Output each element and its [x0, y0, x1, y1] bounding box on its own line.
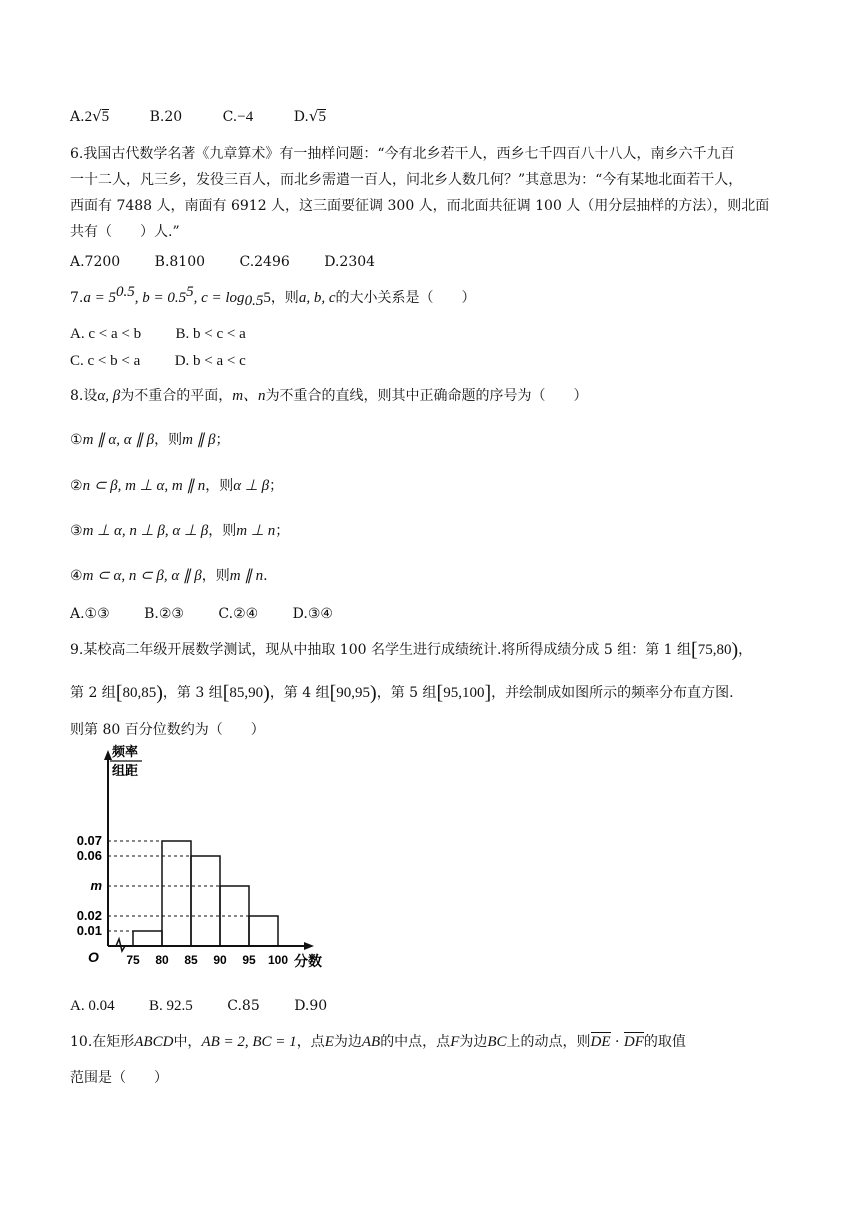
q8-stem: 8.设α, β为不重合的平面，m、n为不重合的直线，则其中正确命题的序号为（ ）	[70, 388, 588, 404]
y-label-denominator: 组距	[112, 763, 139, 778]
x-tick-label: 75	[126, 953, 140, 967]
q9-option-c: C.85	[227, 998, 260, 1014]
y-tick-label: 0.06	[76, 848, 102, 863]
q8-option-a: A.①③	[70, 606, 110, 622]
q9-stem-line-2: 第 2 组[80,85)，第 3 组[85,90)，第 4 组[90,95)，第 5 组[95,100]，并绘制成如图所示的频率分布直方图.	[70, 682, 734, 704]
q6-text-line-2: 一十二人，凡三乡，发役三百人，而北乡需遣一百人，问北乡人数几何？”其意思为：“今有某地北面若干人，	[70, 172, 743, 188]
q9-option-b: B. 92.5	[149, 998, 193, 1014]
q6-text-line-4: 共有（ ）人.”	[70, 224, 180, 240]
x-tick-label: 85	[184, 953, 198, 967]
q7-option-b: B. b < c < a	[175, 326, 246, 342]
q6-option-a: A.7200	[70, 254, 121, 270]
q7-options-row-2	[70, 351, 246, 371]
q5-option-b: B.20	[149, 109, 183, 125]
q6-option-b: B.8100	[154, 254, 206, 270]
x-axis-arrow	[304, 942, 314, 950]
q6-option-d: D.2304	[324, 254, 376, 270]
q6-option-c: C.2496	[239, 254, 290, 270]
x-axis-label: 分数	[294, 953, 322, 969]
histogram-bar	[249, 916, 278, 946]
origin-label: O	[88, 949, 99, 965]
histogram-bar	[162, 841, 191, 946]
histogram-bar	[133, 931, 162, 946]
x-tick-label: 90	[213, 953, 227, 967]
q7-option-a: A. c < a < b	[70, 326, 142, 342]
y-tick-label: 0.01	[76, 923, 102, 938]
q9-stem-line-1: 9.某校高二年级开展数学测试，现从中抽取 100 名学生进行成绩统计.将所得成绩分成 5 组：第 1 组[75,80)，	[70, 639, 753, 661]
q9-stem-line-3: 则第 80 百分位数约为（ ）	[70, 722, 265, 738]
q8-proposition-1: ①m ∥ α, α ∥ β，则m ∥ β；	[70, 432, 230, 448]
q6-text-line-3: 西面有 7488 人，南面有 6912 人，这三面要征调 300 人，而北面共征调 100 人（用分层抽样的方法），则北面	[70, 198, 770, 214]
q8-proposition-4: ④m ⊂ α, n ⊂ β, α ∥ β，则m ∥ n.	[70, 568, 268, 584]
q8-option-b: B.②③	[144, 606, 184, 622]
x-tick-label: 80	[155, 953, 169, 967]
q5-option-d: D.√5	[293, 107, 326, 125]
y-tick-label: 0.02	[76, 908, 102, 923]
q9-option-d: D.90	[294, 998, 328, 1014]
vector-df: DF	[623, 1034, 644, 1050]
q6-text-line-1: 6.我国古代数学名著《九章算术》有一抽样问题：“今有北乡若干人，西乡七千四百八十八人，南乡六千九百	[70, 146, 735, 162]
q7-option-c: C. c < b < a	[70, 353, 141, 369]
q5-option-a: A.2√5	[70, 107, 110, 125]
q9-option-a: A. 0.04	[70, 998, 115, 1014]
histogram-bar	[191, 856, 220, 946]
frequency-histogram	[66, 744, 336, 984]
q10-stem-line-1: 10.在矩形ABCD中，AB = 2, BC = 1，点E为边AB的中点，点F为边BC上的动点，则DE · DF的取值	[70, 1034, 686, 1050]
y-tick-label: m	[90, 878, 102, 893]
q8-option-c: C.②④	[218, 606, 259, 622]
x-tick-label: 100	[267, 953, 289, 967]
q8-proposition-3: ③m ⊥ α, n ⊥ β, α ⊥ β，则m ⊥ n；	[70, 523, 290, 539]
y-tick-label: 0.07	[76, 833, 102, 848]
q7-option-d: D. b < a < c	[174, 353, 246, 369]
q5-options	[70, 106, 326, 127]
q6-options	[70, 252, 375, 272]
q10-stem-line-2: 范围是（ ）	[70, 1070, 168, 1086]
q7-options-row-1	[70, 324, 246, 344]
q7-stem: $7.a = 5^{0.5}$, $b = 0.5^5$, $c = \log_{0.5}5$，则a, b, c的大小关系是（ ）	[70, 284, 476, 309]
q9-options	[70, 996, 327, 1016]
vector-de: DE	[590, 1034, 611, 1050]
x-tick-label: 95	[242, 953, 256, 967]
q8-options	[70, 604, 333, 624]
q8-option-d: D.③④	[292, 606, 333, 622]
y-axis-arrow	[104, 750, 112, 760]
q8-proposition-2: ②n ⊂ β, m ⊥ α, m ∥ n，则α ⊥ β；	[70, 478, 284, 494]
q5-option-c: C.−4	[222, 109, 254, 125]
y-label-numerator: 频率	[112, 744, 139, 759]
